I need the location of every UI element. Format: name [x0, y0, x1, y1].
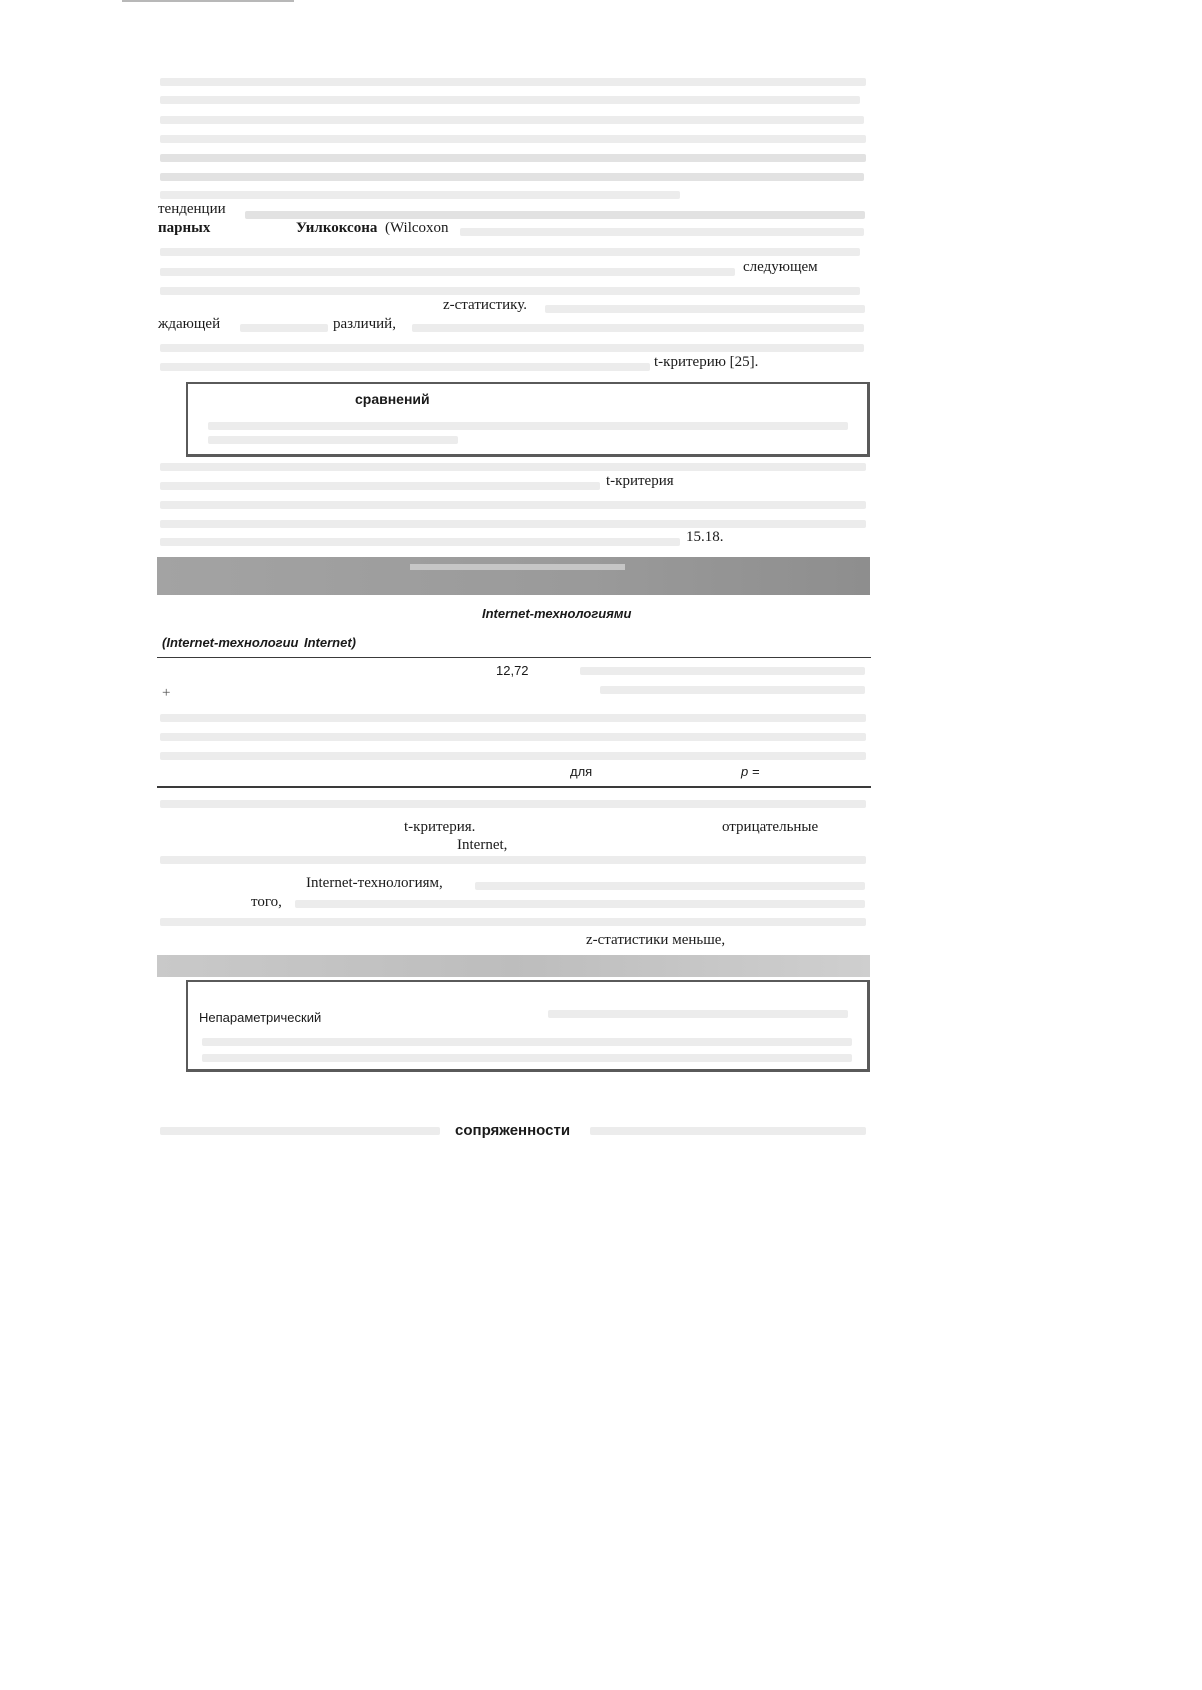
para1-line5-start: ждающей: [158, 316, 221, 332]
figure-value: 12,72: [496, 663, 529, 678]
para1-differences: различий,: [333, 316, 396, 332]
para2-figure-ref: 15.18.: [686, 529, 724, 545]
para3-t-criterion: t-критерия.: [404, 819, 476, 835]
para1-wilcoxon-latin: (Wilcoxon: [385, 220, 449, 236]
para1-bold-wilcoxon: Уилкоксона: [296, 220, 378, 236]
figure-rule-bottom: [157, 786, 871, 788]
para3-negative: отрицательные: [722, 819, 819, 835]
section-heading: сопряженности: [455, 1122, 571, 1139]
para1-t-criterion-ref: t-критерию [25].: [654, 354, 759, 370]
figure-rule-top: [157, 657, 871, 658]
scan-top-edge: [122, 0, 294, 2]
figure-column-label-1: (Internet-технологии: [162, 635, 299, 650]
figure-plus-sign: +: [162, 685, 171, 701]
para3-z-stat: z-статистики меньше,: [586, 932, 726, 948]
para3-that: того,: [251, 894, 282, 910]
figure-bottom-label: для: [570, 764, 593, 779]
figure-header-band: [157, 557, 870, 595]
note-box-comparisons: [186, 382, 870, 457]
para1-next: следующем: [743, 259, 818, 275]
para1-bold-paired: парных: [158, 220, 211, 236]
note-box-text: Непараметрический: [199, 1010, 322, 1025]
para3-internet: Internet,: [457, 837, 508, 853]
para3-internet-tech: Internet-технологиям,: [306, 875, 443, 891]
para2-t-criterion: t-критерия: [606, 473, 674, 489]
note-box-heading: сравнений: [355, 391, 430, 407]
figure-title: Internet-технологиями: [482, 606, 632, 621]
para1-z-stat: z-статистику.: [443, 297, 527, 313]
para1-line1-start: тенденции: [158, 201, 226, 217]
figure-column-label-2: Internet): [304, 635, 356, 650]
figure-header-band-highlight: [410, 564, 625, 570]
faded-heading-band: [157, 955, 870, 977]
figure-p-value-label: p =: [741, 764, 760, 779]
